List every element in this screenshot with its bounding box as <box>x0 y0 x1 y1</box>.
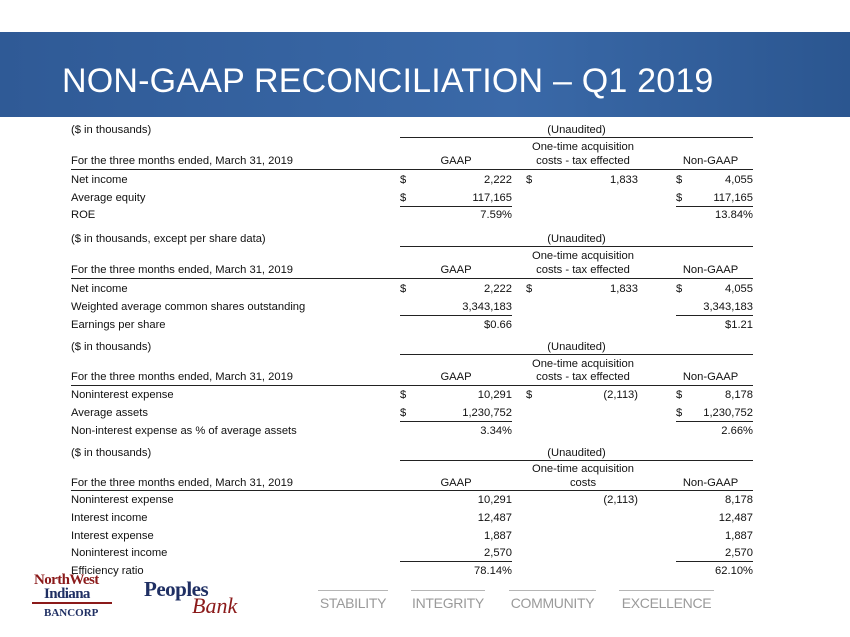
nongaap-value: 1,230,752 <box>703 407 753 419</box>
row-label: Non-interest expense as % of average assets <box>71 425 297 437</box>
gaap-value: 10,291 <box>477 494 512 506</box>
currency-sign: $ <box>676 389 683 401</box>
currency-sign: $ <box>526 283 533 295</box>
nongaap-value: 62.10% <box>715 565 753 577</box>
gaap-value: 7.59% <box>480 209 512 221</box>
currency-sign: $ <box>676 174 683 186</box>
gaap-value: 12,487 <box>477 512 512 524</box>
currency-sign: $ <box>400 283 407 295</box>
logo-text: Indiana <box>44 586 90 602</box>
row-label: Interest expense <box>71 530 154 542</box>
total-rule <box>400 206 512 207</box>
currency-sign: $ <box>676 283 683 295</box>
adjustment-value: (2,113) <box>603 389 638 401</box>
tag-stability: STABILITY <box>318 590 388 611</box>
unaudited-label: (Unaudited) <box>547 341 606 353</box>
gaap-value: 3.34% <box>480 425 512 437</box>
header-rule <box>400 137 753 138</box>
unaudited-label: (Unaudited) <box>547 124 606 136</box>
unaudited-label: (Unaudited) <box>547 447 606 459</box>
col-gaap: GAAP <box>440 477 472 489</box>
northwest-indiana-bancorp-logo <box>32 573 122 623</box>
header-rule <box>400 246 753 247</box>
logo-text: Bank <box>192 593 238 618</box>
row-label: Noninterest expense <box>71 494 174 506</box>
col-adj-line1: One-time acquisition <box>532 141 634 153</box>
col-gaap: GAAP <box>440 264 472 276</box>
period-label: For the three months ended, March 31, 2019 <box>71 371 294 383</box>
total-rule <box>400 315 512 316</box>
currency-sign: $ <box>400 174 407 186</box>
col-adj-line1: One-time acquisition <box>532 463 634 475</box>
gaap-value: 117,165 <box>472 192 512 204</box>
title-banner <box>0 32 850 117</box>
gaap-value: 2,222 <box>484 283 512 295</box>
unaudited-label: (Unaudited) <box>547 233 606 245</box>
row-label: Earnings per share <box>71 319 166 331</box>
col-adj-line2: costs - tax effected <box>536 264 630 276</box>
adjustment-value: 1,833 <box>610 174 638 186</box>
column-rule <box>71 385 753 386</box>
nongaap-value: 12,487 <box>718 512 753 524</box>
column-rule <box>71 169 753 170</box>
col-nongaap: Non-GAAP <box>682 264 739 276</box>
currency-sign: $ <box>400 389 407 401</box>
gaap-value: 78.14% <box>474 565 512 577</box>
total-rule <box>676 561 753 562</box>
col-nongaap: Non-GAAP <box>682 477 739 489</box>
currency-sign: $ <box>676 192 683 204</box>
col-adj-line2: costs - tax effected <box>536 155 630 167</box>
total-rule <box>676 315 753 316</box>
row-label: Net income <box>71 283 128 295</box>
tag-excellence: EXCELLENCE <box>619 590 714 611</box>
nongaap-value: $1.21 <box>725 319 753 331</box>
column-rule <box>71 278 753 279</box>
currency-sign: $ <box>400 407 407 419</box>
total-rule <box>400 421 512 422</box>
row-label: Net income <box>71 174 128 186</box>
col-gaap: GAAP <box>440 371 472 383</box>
col-adj-line2: costs <box>569 477 597 489</box>
gaap-value: 1,887 <box>484 530 512 542</box>
currency-sign: $ <box>676 407 683 419</box>
gaap-value: 2,570 <box>484 547 512 559</box>
nongaap-value: 1,887 <box>725 530 753 542</box>
nongaap-value: 117,165 <box>713 192 753 204</box>
unit-label: ($ in thousands) <box>71 341 152 353</box>
currency-sign: $ <box>526 389 533 401</box>
period-label: For the three months ended, March 31, 2019 <box>71 264 294 276</box>
col-adj-line2: costs - tax effected <box>536 371 630 383</box>
total-rule <box>400 561 512 562</box>
nongaap-value: 13.84% <box>715 209 753 221</box>
nongaap-value: 2,570 <box>725 547 753 559</box>
gaap-value: 3,343,183 <box>462 301 512 313</box>
col-adj-line1: One-time acquisition <box>532 250 634 262</box>
nongaap-value: 4,055 <box>725 283 753 295</box>
unit-label: ($ in thousands) <box>71 447 152 459</box>
gaap-value: 2,222 <box>484 174 512 186</box>
logo-text: NorthWest <box>34 572 99 588</box>
row-label: Efficiency ratio <box>71 565 144 577</box>
row-label: Average assets <box>71 407 148 419</box>
row-label: Noninterest expense <box>71 389 174 401</box>
row-label: Noninterest income <box>71 547 168 559</box>
currency-sign: $ <box>400 192 407 204</box>
nongaap-value: 8,178 <box>725 389 753 401</box>
period-label: For the three months ended, March 31, 2019 <box>71 155 294 167</box>
adjustment-value: (2,113) <box>603 494 638 506</box>
tag-community: COMMUNITY <box>509 590 596 611</box>
logo-text: BANCORP <box>44 607 99 619</box>
currency-sign: $ <box>526 174 533 186</box>
nongaap-value: 4,055 <box>725 174 753 186</box>
page-title: NON-GAAP RECONCILIATION – Q1 2019 <box>62 62 714 100</box>
column-rule <box>71 490 753 491</box>
nongaap-value: 8,178 <box>725 494 753 506</box>
total-rule <box>676 421 753 422</box>
adjustment-value: 1,833 <box>610 283 638 295</box>
gaap-value: 10,291 <box>477 389 512 401</box>
unit-label: ($ in thousands) <box>71 124 152 136</box>
nongaap-value: 3,343,183 <box>703 301 753 313</box>
col-gaap: GAAP <box>440 155 472 167</box>
unit-label: ($ in thousands, except per share data) <box>71 233 266 245</box>
col-adj-line1: One-time acquisition <box>532 358 634 370</box>
nongaap-value: 2.66% <box>721 425 753 437</box>
row-label: Interest income <box>71 512 148 524</box>
header-rule <box>400 354 753 355</box>
row-label: Average equity <box>71 192 146 204</box>
gaap-value: 1,230,752 <box>462 407 512 419</box>
logo-text: Peoples <box>144 577 209 601</box>
col-nongaap: Non-GAAP <box>682 371 739 383</box>
tag-integrity: INTEGRITY <box>411 590 485 611</box>
period-label: For the three months ended, March 31, 2019 <box>71 477 294 489</box>
gaap-value: $0.66 <box>484 319 512 331</box>
row-label: Weighted average common shares outstanding <box>71 301 306 313</box>
header-rule <box>400 460 753 461</box>
col-nongaap: Non-GAAP <box>682 155 739 167</box>
total-rule <box>676 206 753 207</box>
peoples-bank-logo <box>144 578 254 622</box>
logo-rule <box>32 602 112 604</box>
row-label: ROE <box>71 209 96 221</box>
